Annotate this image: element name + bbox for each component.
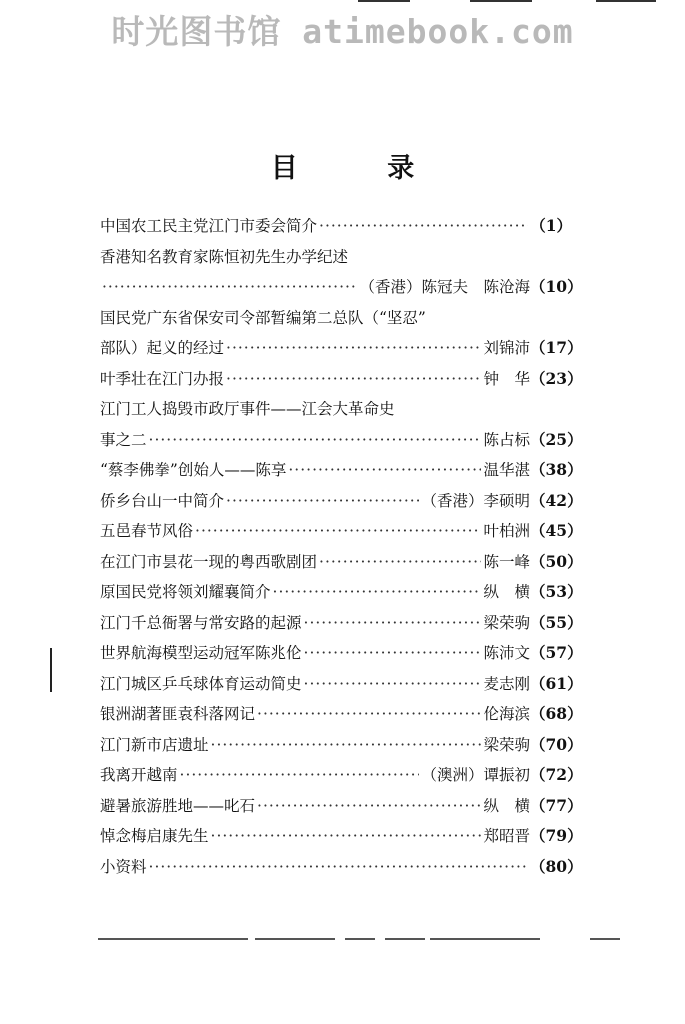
dot-leader xyxy=(319,547,481,578)
bottom-rule xyxy=(98,938,248,940)
toc-entry-row xyxy=(100,730,583,761)
top-rule xyxy=(470,0,532,2)
top-rule xyxy=(358,0,410,2)
toc-entry-row xyxy=(100,516,583,547)
toc-entry-row xyxy=(100,699,583,730)
toc-entry-row xyxy=(100,364,583,395)
watermark: 时光图书馆 atimebook.com xyxy=(111,12,574,51)
toc-entry-row xyxy=(100,547,583,578)
toc-entry-page: （53） xyxy=(530,582,583,601)
toc-entry xyxy=(100,486,583,517)
toc-entry xyxy=(100,516,583,547)
toc-entry-page: （72） xyxy=(530,765,583,784)
toc-entry-row xyxy=(100,272,583,303)
toc-entry-row xyxy=(100,760,583,791)
toc-entry-title: 我离开越南 xyxy=(100,766,178,784)
toc-entry xyxy=(100,547,583,578)
toc-entry xyxy=(100,669,583,700)
toc-entry xyxy=(100,699,583,730)
toc-entry-title: 银洲湖著匪袁科落网记 xyxy=(100,705,256,723)
toc-entry-title: 部队）起义的经过 xyxy=(100,339,225,357)
table-of-contents xyxy=(100,211,583,882)
toc-entry-author: 伦海滨 xyxy=(483,705,530,723)
toc-entry-author: 钟 华 xyxy=(483,369,530,388)
dot-leader xyxy=(211,730,482,761)
toc-entry-title: 在江门市昙花一现的粤西歌剧团 xyxy=(100,552,318,571)
toc-entry-page: （1） xyxy=(530,216,572,235)
toc-entry-row xyxy=(100,486,583,517)
toc-entry xyxy=(100,730,583,761)
toc-entry-title-line: 江门工人捣毁市政厅事件——江会大革命史 xyxy=(100,400,395,418)
toc-entry-author: 陈沛文 xyxy=(483,644,530,662)
top-rule xyxy=(596,0,656,2)
toc-entry xyxy=(100,455,583,486)
toc-entry-page: （10） xyxy=(530,277,583,296)
toc-entry-row xyxy=(100,669,583,700)
toc-entry-row xyxy=(100,852,583,883)
toc-entry xyxy=(100,211,572,242)
toc-entry-author: 叶柏洲 xyxy=(483,522,530,540)
toc-entry-page: （57） xyxy=(530,643,583,662)
dot-leader xyxy=(195,516,481,547)
bottom-rule xyxy=(255,938,335,940)
toc-entry-author: 温华湛 xyxy=(483,461,530,479)
toc-entry-page: （68） xyxy=(530,704,583,723)
toc-entry-title: 叶季壮在江门办报 xyxy=(100,369,225,388)
toc-entry-page: （17） xyxy=(530,338,583,357)
toc-entry-page: （61） xyxy=(530,673,583,693)
toc-entry-author: 麦志刚 xyxy=(483,674,530,693)
toc-entry xyxy=(100,852,583,883)
toc-entry-row xyxy=(100,821,583,852)
dot-leader xyxy=(257,791,481,822)
toc-entry-author: 纵 横 xyxy=(483,583,530,601)
toc-entry-title: 世界航海模型运动冠军陈兆伦 xyxy=(100,644,302,662)
bottom-rule xyxy=(385,938,425,940)
toc-entry-author: （香港）李硕明 xyxy=(421,491,530,510)
toc-entry-row xyxy=(100,333,583,364)
toc-entry-author: 陈一峰 xyxy=(483,552,530,571)
toc-entry xyxy=(100,577,583,608)
toc-entry xyxy=(100,821,583,852)
toc-entry-title: 江门千总衙署与常安路的起源 xyxy=(100,613,302,632)
page-title: 目 录 xyxy=(270,153,455,184)
dot-leader xyxy=(304,608,482,639)
dot-leader xyxy=(226,364,481,395)
toc-entry-title: 事之二 xyxy=(100,430,147,449)
toc-entry xyxy=(100,394,583,455)
toc-entry-row xyxy=(100,638,583,669)
dot-leader xyxy=(304,669,482,700)
toc-entry-author: 陈占标 xyxy=(483,430,530,449)
dot-leader xyxy=(102,272,357,303)
toc-entry-row xyxy=(100,608,583,639)
toc-entry-title: 避暑旅游胜地——叱石 xyxy=(100,796,256,815)
toc-entry-row xyxy=(100,425,583,456)
dot-leader xyxy=(257,699,481,730)
toc-entry-page: （25） xyxy=(530,429,583,449)
dot-leader xyxy=(304,638,482,669)
toc-entry-title-line: 香港知名教育家陈恒初先生办学纪述 xyxy=(100,247,349,266)
toc-entry xyxy=(100,608,583,639)
dot-leader xyxy=(180,760,420,791)
toc-entry-author: 刘锦沛 xyxy=(483,339,530,357)
toc-entry-page: （45） xyxy=(530,521,583,540)
toc-entry-author: 梁荣驹 xyxy=(483,735,530,754)
toc-entry-author: 郑昭晋 xyxy=(483,827,530,845)
toc-entry-title: 小资料 xyxy=(100,857,147,876)
toc-entry-author: 梁荣驹 xyxy=(483,613,530,632)
dot-leader xyxy=(288,455,481,486)
dot-leader xyxy=(211,821,482,852)
toc-entry-author: 纵 横 xyxy=(483,796,530,815)
toc-entry-title: 中国农工民主党江门市委会简介 xyxy=(100,217,318,235)
dot-leader xyxy=(226,333,481,364)
toc-entry-page: （70） xyxy=(530,734,583,754)
dot-leader xyxy=(319,211,528,242)
toc-entry-page: （79） xyxy=(530,826,583,845)
scan-mark xyxy=(50,648,52,692)
toc-entry-author: （澳洲）谭振初 xyxy=(421,766,530,784)
toc-entry-row xyxy=(100,455,583,486)
toc-entry xyxy=(100,791,583,822)
toc-entry-title: 江门城区乒乓球体育运动简史 xyxy=(100,674,302,693)
bottom-rule xyxy=(430,938,540,940)
toc-entry-row xyxy=(100,211,572,242)
toc-entry xyxy=(100,242,583,303)
toc-entry-page: （23） xyxy=(530,368,583,388)
toc-entry-page: （77） xyxy=(530,795,583,815)
toc-entry-title-line: 国民党广东省保安司令部暂编第二总队（“坚忍” xyxy=(100,308,426,327)
toc-entry xyxy=(100,760,583,791)
toc-entry-title: 悼念梅启康先生 xyxy=(100,827,209,845)
toc-entry-page: （50） xyxy=(530,551,583,571)
dot-leader xyxy=(226,486,419,517)
toc-entry-row xyxy=(100,577,583,608)
toc-entry-title: 侨乡台山一中简介 xyxy=(100,491,225,510)
bottom-rule xyxy=(590,938,620,940)
dot-leader xyxy=(273,577,482,608)
dot-leader xyxy=(149,852,528,883)
toc-entry-title: 原国民党将领刘耀襄简介 xyxy=(100,583,271,601)
toc-entry-title: “蔡李佛拳”创始人——陈享 xyxy=(100,461,287,479)
toc-entry-page: （55） xyxy=(530,612,583,632)
toc-entry-page: （80） xyxy=(530,856,583,876)
toc-entry-page: （38） xyxy=(530,460,583,479)
toc-entry xyxy=(100,303,583,364)
toc-entry xyxy=(100,364,583,395)
toc-entry xyxy=(100,638,583,669)
toc-entry-author: （香港）陈冠夫 陈沧海 xyxy=(359,278,530,296)
toc-entry-title: 五邑春节风俗 xyxy=(100,522,194,540)
bottom-rule xyxy=(345,938,375,940)
toc-entry-row xyxy=(100,791,583,822)
dot-leader xyxy=(149,425,482,456)
toc-entry-title: 江门新市店遗址 xyxy=(100,735,209,754)
toc-entry-page: （42） xyxy=(530,490,583,510)
